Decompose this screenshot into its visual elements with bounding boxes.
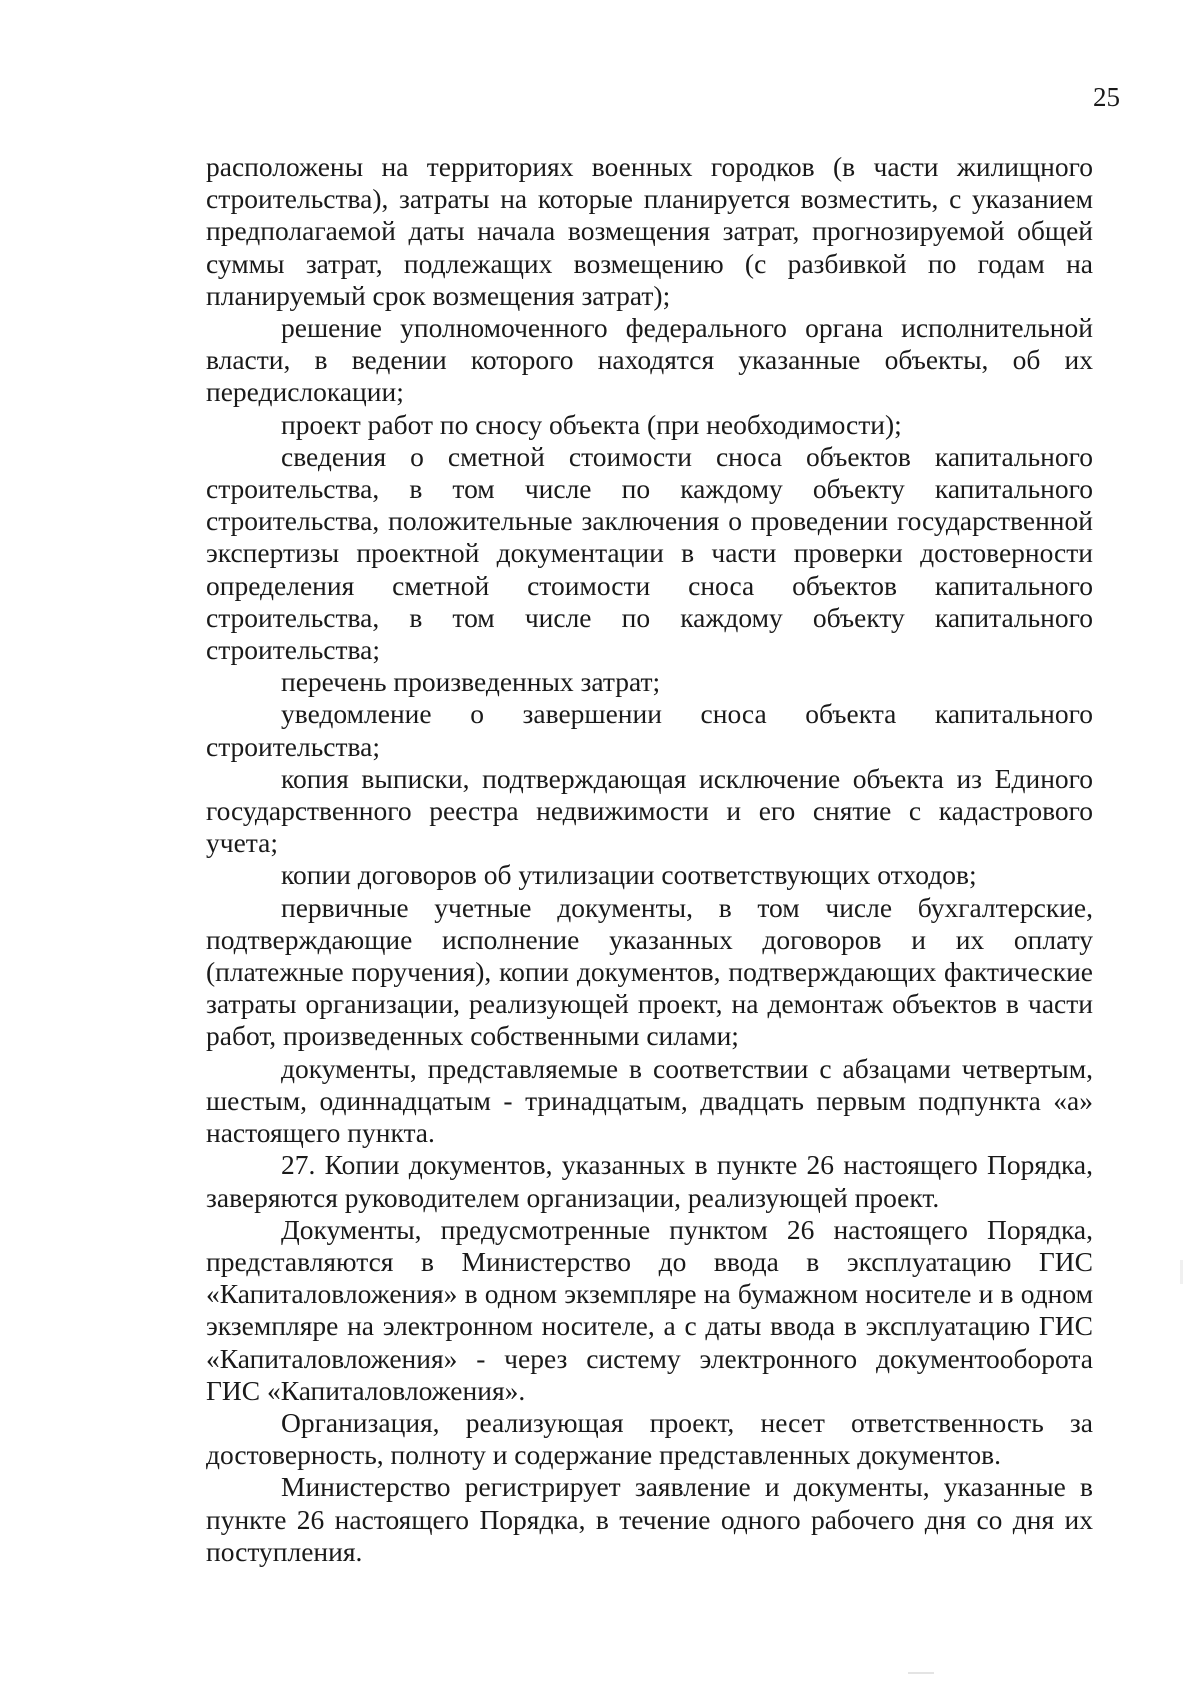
paragraph: решение уполномоченного федерального органа исполнительной власти, в ведении которого находятся указанные объекты, об их передислокации;: [206, 312, 1093, 408]
paragraph: уведомление о завершении сноса объекта капитального строительства;: [206, 698, 1093, 762]
paragraph: Документы, предусмотренные пунктом 26 настоящего Порядка, представляются в Министерство до ввода в эксплуатацию ГИС «Капиталовложения» в одном экземпляре на бумажном носителе и в одном экземпляре на электронном носителе, а с даты ввода в эксплуатацию ГИС «Капиталовложения» - через систему электронного документооборота ГИС «Капиталовложения».: [206, 1213, 1093, 1406]
paragraph: Организация, реализующая проект, несет ответственность за достоверность, полноту и содержание представленных документов.: [206, 1406, 1093, 1471]
paragraph: перечень произведенных затрат;: [281, 666, 661, 698]
paragraph: проект работ по сносу объекта (при необходимости);: [281, 408, 902, 440]
paragraph: сведения о сметной стоимости сноса объектов капитального строительства, в том числе по каждому объекту капитального строительства, положительные заключения о проведении государственной экспертизы проектной документации в части проверки достоверности определения сметной стоимости сноса объектов капитального строительства, в том числе по каждому объекту капитального строительства;: [206, 440, 1093, 666]
document-body: [206, 151, 1093, 1568]
scan-artifact: [1180, 1260, 1183, 1284]
paragraph: копия выписки, подтверждающая исключение объекта из Единого государственного реестра недвижимости и его снятие с кадастрового учета;: [206, 762, 1093, 859]
page-number: 25: [1093, 82, 1120, 112]
paragraph: Министерство регистрирует заявление и документы, указанные в пункте 26 настоящего Порядка, в течение одного рабочего дня со дня их поступления.: [206, 1471, 1093, 1567]
paragraph: первичные учетные документы, в том числе бухгалтерские, подтверждающие исполнение указанных договоров и их оплату (платежные поручения), копии документов, подтверждающих фактические затраты организации, реализующей проект, на демонтаж объектов в части работ, произведенных собственными силами;: [206, 891, 1093, 1052]
paragraph: расположены на территориях военных городков (в части жилищного строительства), затраты на которые планируется возместить, с указанием предполагаемой даты начала возмещения затрат, прогнозируемой общей суммы затрат, подлежащих возмещению (с разбивкой по годам на планируемый срок возмещения затрат);: [206, 151, 1093, 311]
paragraph: копии договоров об утилизации соответствующих отходов;: [281, 859, 977, 891]
paragraph: 27. Копии документов, указанных в пункте 26 настоящего Порядка, заверяются руководителем организации, реализующей проект.: [206, 1149, 1093, 1213]
paragraph: документы, представляемые в соответствии с абзацами четвертым, шестым, одиннадцатым - тринадцатым, двадцать первым подпункта «а» настоящего пункта.: [206, 1052, 1093, 1149]
scan-artifact: [908, 1672, 934, 1674]
